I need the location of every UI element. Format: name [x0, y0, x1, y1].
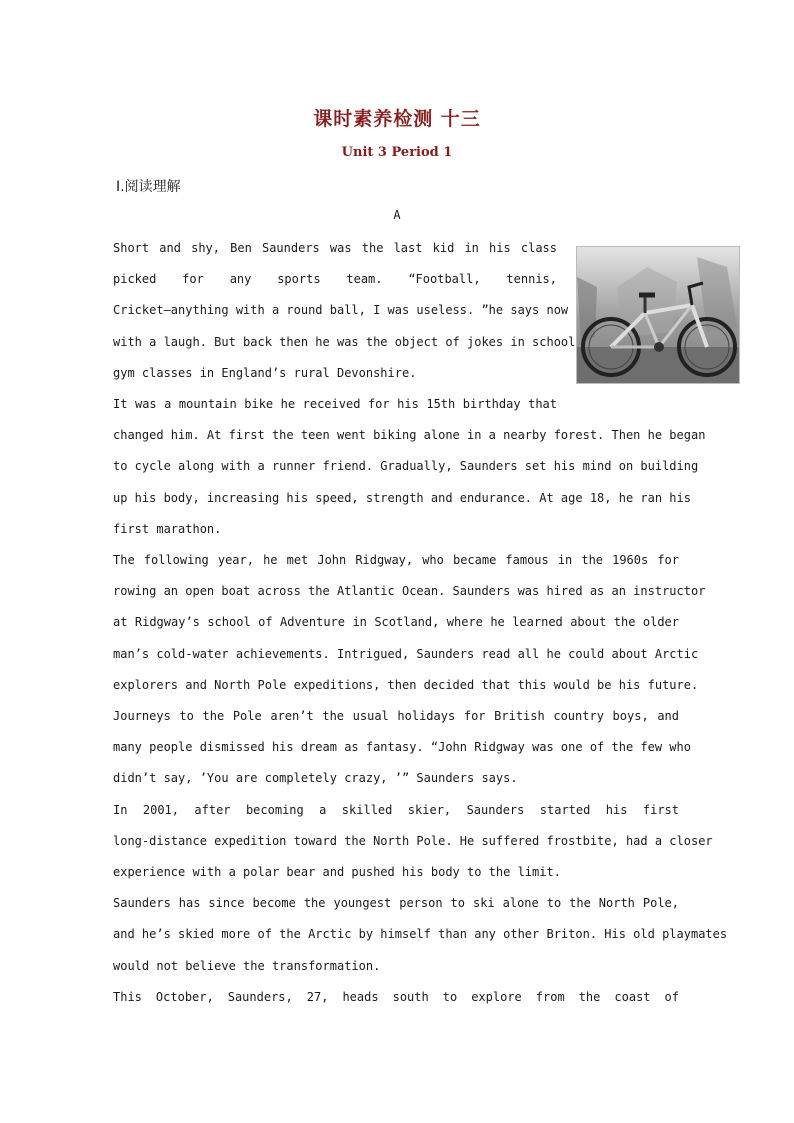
bicycle-photo [576, 246, 740, 384]
passage-label: A [393, 208, 401, 222]
page-title: 课时素养检测 十三 [313, 108, 481, 130]
section-heading: Ⅰ.阅读理解 [116, 179, 181, 195]
passage-line: didn’t say, ’You are completely crazy, ’” Saunders says. [113, 771, 518, 785]
bicycle-image [577, 247, 740, 384]
passage-line: would not believe the transformation. [113, 959, 381, 973]
passage-line: changed him. At first the teen went biking alone in a nearby forest. Then he began [113, 428, 706, 442]
passage-line: It was a mountain bike he received for his 15th birthday that [113, 397, 557, 411]
passage-line: Saunders has since become the youngest person to ski alone to the North Pole, [113, 896, 679, 910]
passage-line: man’s cold-water achievements. Intrigued, Saunders read all he could about Arctic [113, 647, 699, 661]
passage-line: at Ridgway’s school of Adventure in Scotland, where he learned about the older [113, 615, 679, 629]
passage-line: up his body, increasing his speed, strength and endurance. At age 18, he ran his [113, 491, 691, 505]
page-subtitle: Unit 3 Period 1 [341, 145, 453, 160]
passage-line: with a laugh. But back then he was the object of jokes in school [113, 335, 576, 349]
passage-line: first marathon. [113, 522, 222, 536]
passage-line: Journeys to the Pole aren’t the usual holidays for British country boys, and [113, 709, 679, 723]
passage-line: experience with a polar bear and pushed his body to the limit. [113, 865, 561, 879]
passage-line: rowing an open boat across the Atlantic Ocean. Saunders was hired as an instructor [113, 584, 706, 598]
passage-line: long-distance expedition toward the North Pole. He suffered frostbite, had a closer [113, 834, 713, 848]
passage-line: This October, Saunders, 27, heads south to explore from the coast of [113, 990, 679, 1004]
passage-line: explorers and North Pole expeditions, then decided that this would be his future. [113, 678, 699, 692]
passage-line: Short and shy, Ben Saunders was the last kid in his class [113, 241, 557, 255]
passage-line: In 2001, after becoming a skilled skier, Saunders started his first [113, 803, 679, 817]
passage-line: The following year, he met John Ridgway, who became famous in the 1960s for [113, 553, 679, 567]
passage-line: Cricket—anything with a round ball, I was useless. ”he says now [113, 303, 569, 317]
passage-line: picked for any sports team. “Football, tennis, [113, 272, 557, 286]
passage-line: many people dismissed his dream as fantasy. “John Ridgway was one of the few who [113, 740, 691, 754]
passage-line: gym classes in England’s rural Devonshire. [113, 366, 417, 380]
passage-line: to cycle along with a runner friend. Gradually, Saunders set his mind on building [113, 459, 699, 473]
passage-line: and he’s skied more of the Arctic by himself than any other Briton. His old playmates [113, 927, 728, 941]
